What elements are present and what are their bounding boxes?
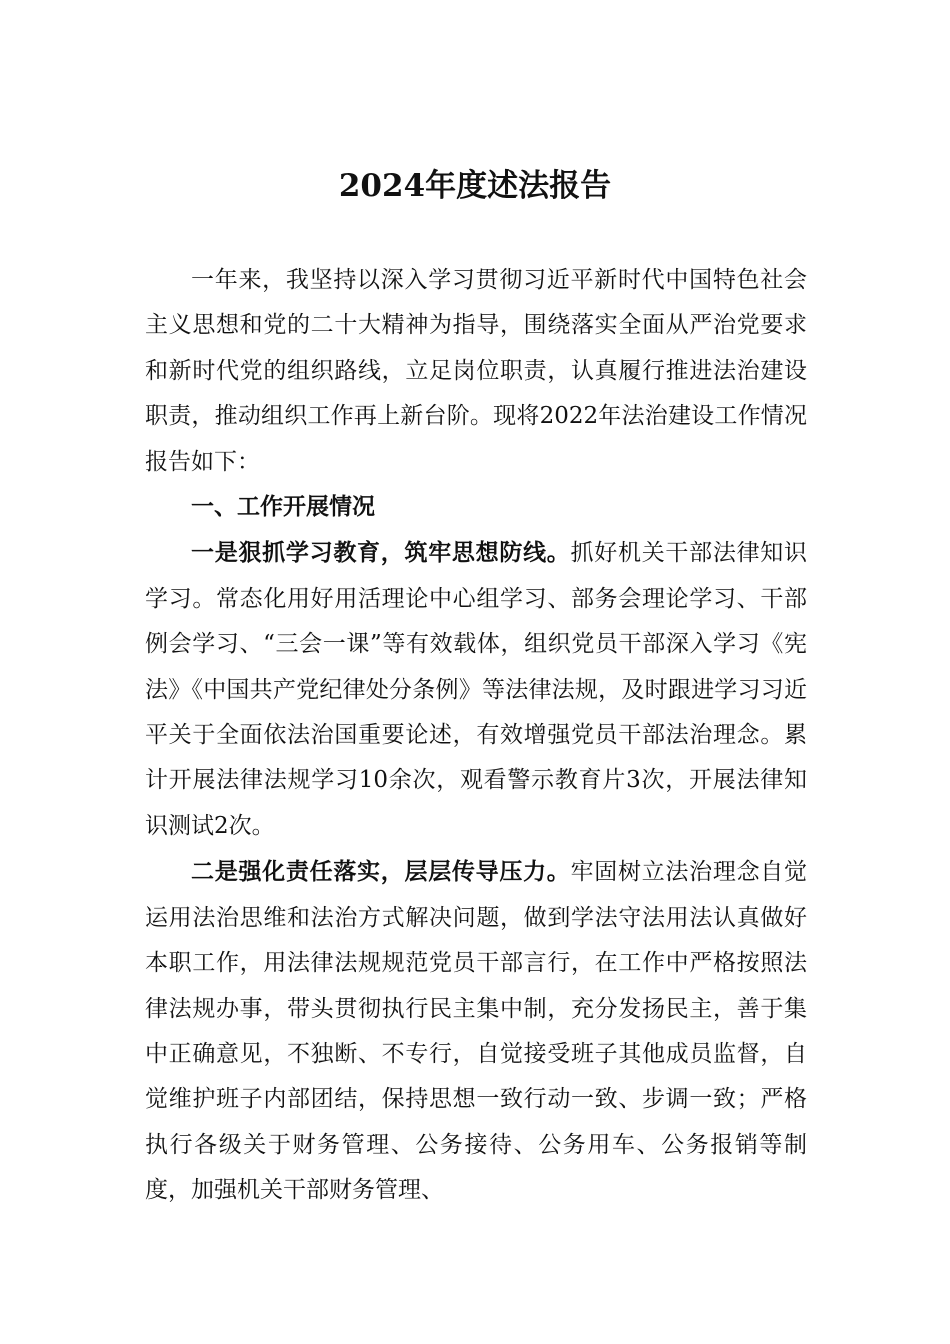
intro-paragraph: 一年来，我坚持以深入学习贯彻习近平新时代中国特色社会主义思想和党的二十大精神为指导，围绕落实全面从严治党要求和新时代党的组织路线，立足岗位职责，认真履行推进法治建设职责，推动组织工作再上新台阶。现将2022年法治建设工作情况报告如下： bbox=[145, 267, 807, 475]
item-lead-1: 一是狠抓学习教育，筑牢思想防线。 bbox=[191, 539, 571, 567]
item-text-1: 抓好机关干部法律知识学习。常态化用好用活理论中心组学习、部务会理论学习、干部例会学习、“三会一课”等有效载体，组织党员干部深入学习《宪法》《中国共产党纪律处分条例》等法律法规，及时跟进学习习近平关于全面依法治国重要论述，有效增强党员干部法治理念。累计开展法律法规学习10余次，观看警示教育片3次，开展法律知识测试2次。 bbox=[145, 540, 808, 839]
document-body bbox=[145, 258, 807, 1214]
section-heading: 一、工作开展情况 bbox=[191, 494, 375, 521]
document-title: 2024年度述法报告 bbox=[338, 168, 612, 204]
item-text-2: 牢固树立法治理念自觉运用法治思维和法治方式解决问题，做到学法守法用法认真做好本职工作，用法律法规规范党员干部言行，在工作中严格按照法律法规办事，带头贯彻执行民主集中制，充分发扬民主，善于集中正确意见，不独断、不专行，自觉接受班子其他成员监督，自觉维护班子内部团结，保持思想一致行动一致、步调一致；严格执行各级关于财务管理、公务接待、公务用车、公务报销等制度，加强机关干部财务管理、 bbox=[145, 859, 808, 1204]
item-paragraph-1 bbox=[145, 530, 807, 849]
item-lead-2: 二是强化责任落实，层层传导压力。 bbox=[191, 858, 571, 886]
item-paragraph-2 bbox=[145, 849, 807, 1213]
